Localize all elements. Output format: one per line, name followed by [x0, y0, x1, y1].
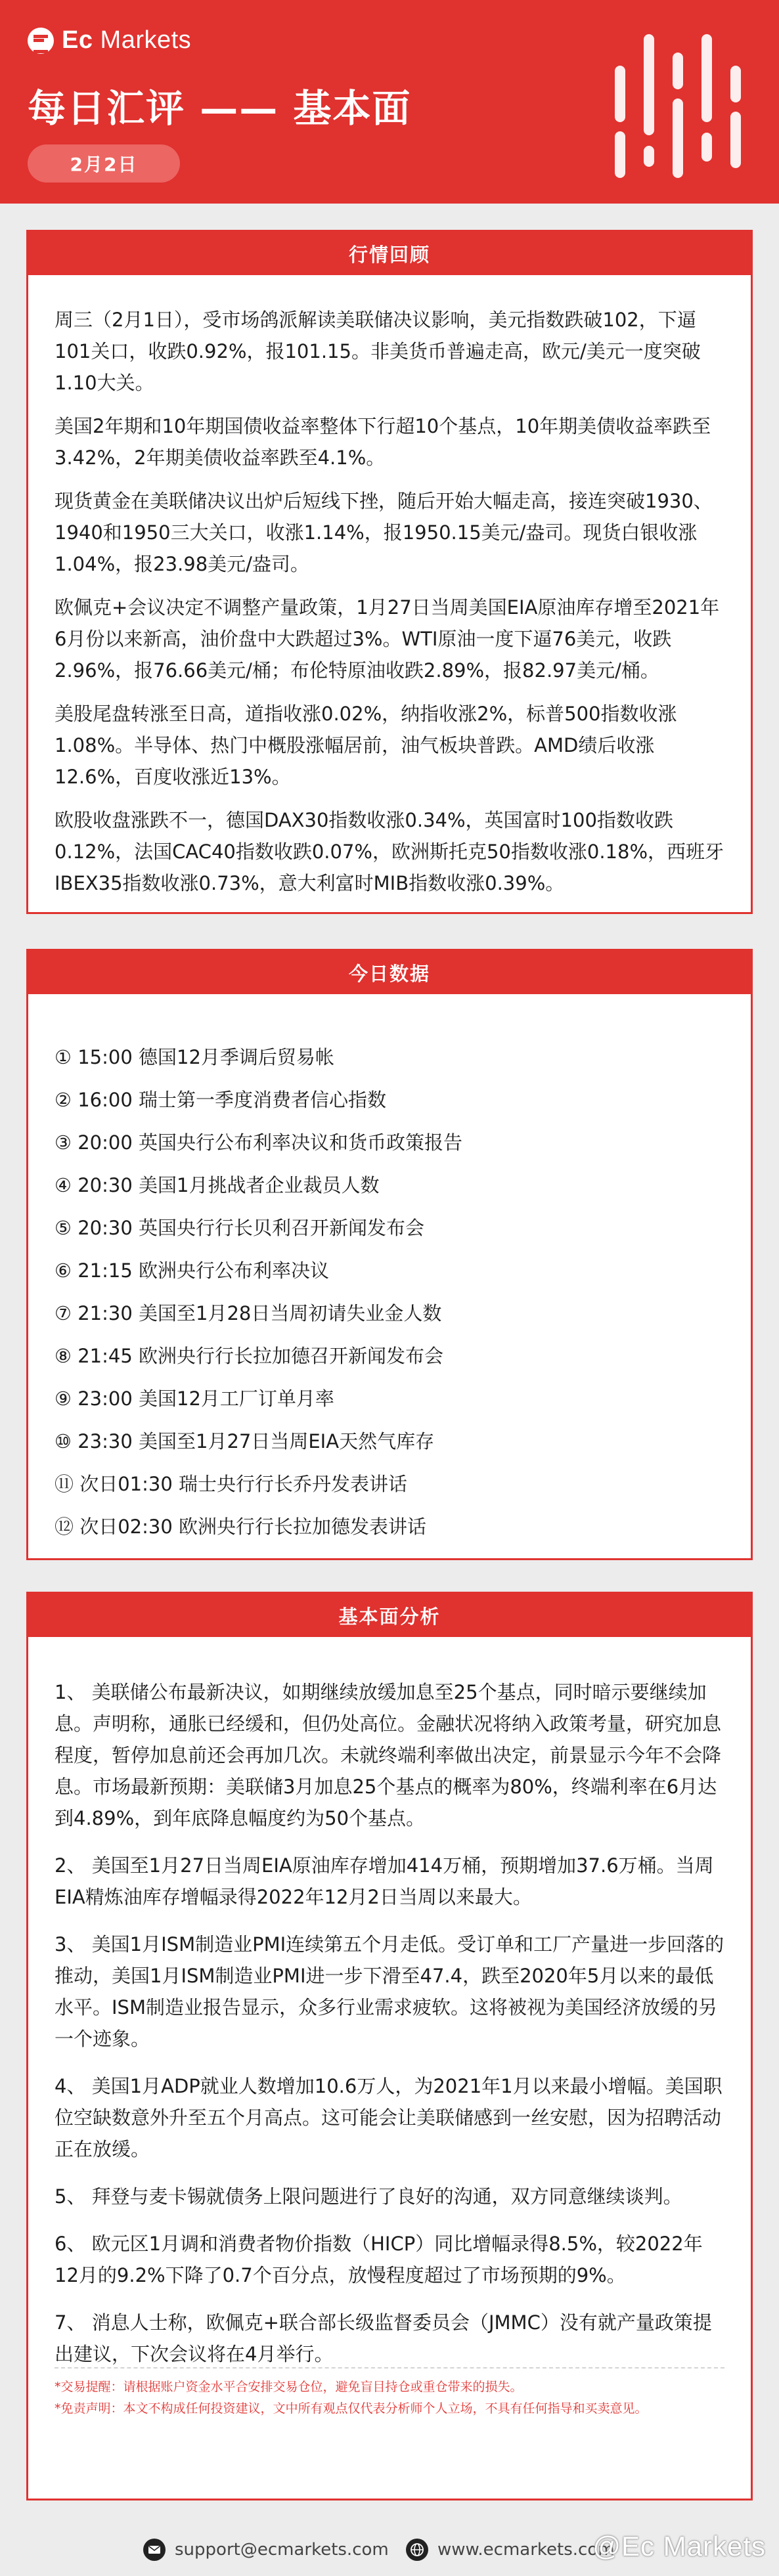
date-badge: 2月2日: [28, 144, 180, 183]
event-item: ② 16:00 瑞士第一季度消费者信心指数: [55, 1089, 387, 1111]
decorative-bars-icon: [608, 32, 759, 183]
today-data-heading: 今日数据: [28, 951, 751, 994]
analysis-paragraph: 1、 美联储公布最新决议，如期继续放缓加息至25个基点，同时暗示要继续加息。声明称，通胀已经缓和，但仍处高位。金融状况将纳入政策考量，研究加息程度，暂停加息前还会再加几次。未就终端利率做出决定，前景显示今年不会降息。市场最新预期：美联储3月加息25个基点的概率为80%，终端利率在6月达到4.89%，到年底降息幅度约为50个基点。: [55, 1681, 722, 1829]
review-paragraph: 美国2年期和10年期国债收益率整体下行超10个基点，10年期美债收益率跌至3.42%，2年期美债收益率跌至4.1%。: [55, 415, 711, 469]
brand-logo: [28, 26, 191, 55]
disclaimer: *免责声明：本文不构成任何投资建议，文中所有观点仅代表分析师个人立场，不具有任何指导和买卖意见。: [55, 2401, 648, 2416]
watermark: @Ec Markets: [592, 2531, 766, 2562]
event-item: ⑤ 20:30 英国央行行长贝利召开新闻发布会: [55, 1217, 425, 1239]
analysis-paragraph: 7、 消息人士称，欧佩克+联合部长级监督委员会（JMMC）没有就产量政策提出建议，下次会议将在4月举行。: [55, 2311, 712, 2365]
review-paragraph: 现货黄金在美联储决议出炉后短线下挫，随后开始大幅走高，接连突破1930、1940和1950三大关口，收涨1.14%，报1950.15美元/盎司。现货白银收涨1.04%，报23.98美元/盎司。: [55, 490, 713, 575]
fundamental-analysis-card: [26, 1592, 753, 2500]
footer-website[interactable]: [406, 2539, 615, 2561]
trading-reminder: *交易提醒：请根据账户资金水平合安排交易仓位，避免盲目持仓或重仓带来的损失。: [55, 2380, 523, 2394]
review-paragraph: 欧股收盘涨跌不一，德国DAX30指数收涨0.34%，英国富时100指数收跌0.12%，法国CAC40指数收跌0.07%，欧洲斯托克50指数收涨0.18%，西班牙IBEX35指数收涨0.73%，意大利富时MIB指数收涨0.39%。: [55, 809, 724, 894]
analysis-paragraph: 4、 美国1月ADP就业人数增加10.6万人，为2021年1月以来最小增幅。美国职位空缺数意外升至五个月高点。这可能会让美联储感到一丝安慰，因为招聘活动正在放缓。: [55, 2075, 723, 2160]
analysis-paragraph: 5、 拜登与麦卡锡就债务上限问题进行了良好的沟通，双方同意继续谈判。: [55, 2185, 682, 2208]
footer-email[interactable]: [143, 2539, 389, 2561]
event-item: ⑫ 次日02:30 欧洲央行行长拉加德发表讲话: [55, 1516, 427, 1538]
event-item: ① 15:00 德国12月季调后贸易帐: [55, 1046, 334, 1068]
event-item: ③ 20:00 英国央行公布利率决议和货币政策报告: [55, 1131, 463, 1154]
email-text: support@ecmarkets.com: [175, 2540, 389, 2560]
event-item: ④ 20:30 美国1月挑战者企业裁员人数: [55, 1174, 380, 1196]
footer: [0, 2525, 779, 2576]
market-review-heading: 行情回顾: [28, 232, 751, 275]
page-title: 每日汇评 —— 基本面: [28, 86, 412, 131]
event-item: ⑥ 21:15 欧洲央行公布利率决议: [55, 1259, 330, 1282]
analysis-paragraph: 3、 美国1月ISM制造业PMI连续第五个月走低。受订单和工厂产量进一步回落的推动，美国1月ISM制造业PMI进一步下滑至47.4，跌至2020年5月以来的最低水平。ISM制造业报告显示，众多行业需求疲软。这将被视为美国经济放缓的另一个迹象。: [55, 1933, 724, 2050]
analysis-paragraph: 2、 美国至1月27日当周EIA原油库存增加414万桶，预期增加37.6万桶。当周EIA精炼油库存增幅录得2022年12月2日当周以来最大。: [55, 1854, 714, 1908]
event-item: ⑦ 21:30 美国至1月28日当周初请失业金人数: [55, 1302, 442, 1324]
event-item: ⑩ 23:30 美国至1月27日当周EIA天然气库存: [55, 1430, 435, 1452]
disclaimer-notes: [55, 2376, 724, 2420]
analysis-paragraph: 6、 欧元区1月调和消费者物价指数（HICP）同比增幅录得8.5%，较2022年12月的9.2%下降了0.7个百分点，放慢程度超过了市场预期的9%。: [55, 2233, 703, 2286]
event-item: ⑪ 次日01:30 瑞士央行行长乔丹发表讲话: [55, 1473, 408, 1495]
header-banner: [0, 0, 779, 204]
event-item: ⑨ 23:00 美国12月工厂订单月率: [55, 1387, 334, 1410]
market-review-card: [26, 230, 753, 914]
event-item: ⑧ 21:45 欧洲央行行长拉加德召开新闻发布会: [55, 1345, 444, 1367]
review-paragraph: 周三（2月1日），受市场鸽派解读美联储决议影响，美元指数跌破102，下逼101关口，收跌0.92%，报101.15。非美货币普遍走高，欧元/美元一度突破1.10大关。: [55, 309, 701, 394]
website-text: www.ecmarkets.com: [437, 2540, 615, 2560]
mail-icon: [143, 2539, 166, 2561]
review-paragraph: 美股尾盘转涨至日高，道指收涨0.02%，纳指收涨2%，标普500指数收涨1.08%。半导体、热门中概股涨幅居前，油气板块普跌。AMD绩后收涨12.6%，百度收涨近13%。: [55, 703, 677, 788]
review-paragraph: 欧佩克+会议决定不调整产量政策，1月27日当周美国EIA原油库存增至2021年6月份以来新高，油价盘中大跌超过3%。WTI原油一度下逼76美元，收跌2.96%，报76.66美元/桶；布伦特原油收跌2.89%，报82.97美元/桶。: [55, 596, 720, 682]
notes-divider: [55, 2367, 724, 2369]
globe-icon: [406, 2539, 428, 2561]
logo-text: Ec Markets: [62, 26, 192, 54]
today-data-card: [26, 949, 753, 1560]
ec-logo-icon: [28, 28, 54, 54]
fundamental-analysis-heading: 基本面分析: [28, 1594, 751, 1637]
